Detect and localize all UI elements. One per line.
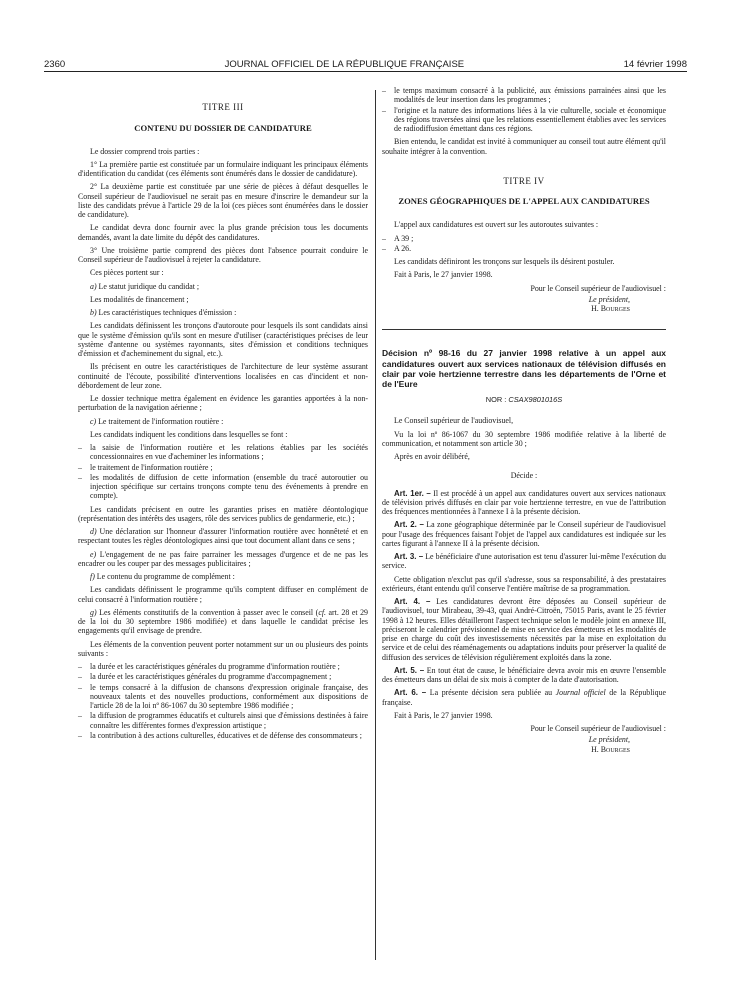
paragraph: Les candidats définissent le programme qu'ils comptent diffuser en complément de celui consacré à l'information routière ;: [78, 585, 368, 604]
list-item: – la durée et les caractéristiques générales du programme d'accompagnement ;: [78, 672, 368, 681]
item-label: a): [90, 281, 97, 291]
list-item: – la saisie de l'information routière et les relations établies par les sociétés concessionnaires en vue d'acheminer les informations ;: [78, 443, 368, 462]
list-item: – la diffusion de programmes éducatifs et culturels ainsi que d'émissions destinées à faire connaître les différentes formes d'expression artistique ;: [78, 711, 368, 730]
nor-label: NOR :: [485, 394, 509, 404]
item-b: [78, 308, 368, 317]
list-convention: [78, 662, 368, 740]
article-5: [382, 666, 666, 685]
paragraph: Les éléments de la convention peuvent porter notamment sur un ou plusieurs des points suivants :: [78, 639, 368, 658]
signature-for: Pour le Conseil supérieur de l'audiovisuel :: [530, 283, 666, 293]
paragraph: Les candidats précisent en outre les garanties prises en matière déontologique (représentation des intérêts des usagers, rôle des services publics de gendarmerie, etc.) ;: [78, 504, 368, 523]
article-text: Le bénéficiaire d'une autorisation est tenu d'assurer lui-même l'exécution du service.: [382, 552, 666, 571]
article-label: Art. 1er. –: [394, 488, 431, 498]
paragraph: Ces pièces portent sur :: [90, 268, 164, 278]
item-text: Le contenu du programme de complément :: [94, 572, 235, 582]
paragraph: Les candidats indiquent les conditions dans lesquelles se font :: [90, 429, 288, 439]
article-2: [382, 520, 666, 548]
article-label: Art. 3. –: [394, 552, 424, 562]
list-item: – le temps maximum consacré à la publicité, aux émissions parrainées ainsi que les modalités de leur insertion dans les programmes ;: [382, 86, 666, 105]
signature-name: [382, 304, 666, 313]
list-convention-continued: [382, 86, 666, 133]
paragraph: Fait à Paris, le 27 janvier 1998.: [394, 270, 493, 280]
article-text: Il est procédé à un appel aux candidatures ouvert aux services nationaux de télévision privés diffusés en clair par voie hertzienne terrestre, en vue de l'attribution des fréquences mentionnées à l'annexe I à la présente décision.: [382, 488, 666, 517]
article-text: de la République française.: [382, 688, 666, 707]
paragraph: 1° La première partie est constituée par un formulaire indiquant les principaux éléments d'identification du candidat (ces éléments sont énumérés dans le dossier de candidature).: [78, 159, 368, 179]
cf-abbrev: cf.: [318, 607, 326, 617]
list-routiere: [78, 443, 368, 501]
article-label: Art. 4. –: [394, 597, 431, 607]
article-text: Les candidatures devront être déposées au Conseil supérieur de l'audiovisuel, tour Mirabeau, 39-43, quai André-Citroën, 75015 Paris, avant le 25 février 1998 à 12 heures. Elles détailleront l'aspect technique selon le modèle joint en annexe III, préciseront le calendrier prévisionnel de mise en service des émetteurs et les modalités de prise en charge du coût des investissements nécessités par la mise en exploitation du service et de celui des réaménagements ou adaptations induits pour préserver la qualité de diffusion des services de télévision régulièrement exploités dans la zone.: [382, 597, 666, 662]
article-1: [382, 489, 666, 517]
article-text: En tout état de cause, le bénéficiaire devra avoir mis en œuvre l'ensemble des émetteurs dans un délai de six mois à compter de la date d'autorisation.: [382, 665, 666, 685]
list-item: – les modalités de diffusion de cette information (ensemble du tracé autoroutier ou injection spécifique sur certains tronçons compte tenu des événements à prendre en compte).: [78, 473, 368, 501]
list-item: – la durée et les caractéristiques générales du programme d'information routière ;: [78, 662, 368, 671]
nor-reference: [382, 396, 666, 405]
list-roads: [382, 234, 666, 254]
item-f: [78, 572, 368, 581]
paragraph: Le candidat devra donc fournir avec la plus grande précision tous les documents demandés, avant la date limite du dépôt des candidatures.: [78, 223, 368, 242]
journal-title: JOURNAL OFFICIEL DE LA RÉPUBLIQUE FRANÇAISE: [224, 59, 465, 70]
signature-initial: H. B: [591, 744, 606, 754]
signature-role: Le président,: [588, 735, 630, 745]
item-text: Le statut juridique du candidat ;: [96, 281, 200, 291]
list-item: – le traitement de l'information routière ;: [78, 463, 368, 472]
item-text: Les éléments constitutifs de la convention à passer avec le conseil (: [96, 607, 319, 617]
article-4: [382, 597, 666, 662]
nor-code: CSAX9801016S: [508, 394, 563, 404]
section-subtitle: ZONES GÉOGRAPHIQUES DE L'APPEL AUX CANDIDATURES: [398, 196, 650, 207]
paragraph: Bien entendu, le candidat est invité à communiquer au conseil tout autre élément qu'il souhaite intégrer à la convention.: [382, 137, 666, 156]
item-label: g): [90, 607, 97, 617]
item-label: b): [90, 308, 97, 318]
item-label: c): [90, 416, 97, 426]
right-column: [382, 86, 666, 754]
article-text: La zone géographique déterminée par le Conseil supérieur de l'audiovisuel pour l'usage des fréquences faisant l'objet de l'appel aux candidatures est indiquée sur les cartes figurant à l'annexe II à la présente décision.: [382, 520, 666, 548]
item-text: art. 28 et 29 de la loi du 30 septembre 1986 modifiée) et dans laquelle le candidat précise les engagements qu'il envisage de prendre.: [78, 607, 368, 636]
decision-title: Décision nº 98-16 du 27 janvier 1998 relative à un appel aux candidatures ouvert aux services nationaux de télévision diffusés en clair par voie hertzienne terrestre dans les départements de l'Orne et de l'Eure: [382, 348, 666, 390]
item-text: L'engagement de ne pas faire parrainer les messages d'urgence et de ne pas les encadrer ou les couper par des messages publicitaires ;: [78, 549, 368, 568]
paragraph: Le dossier comprend trois parties :: [90, 146, 200, 156]
paragraph: Après en avoir délibéré,: [394, 452, 470, 462]
paragraph: Le dossier technique mettra également en évidence les garanties apportées à la non-perturbation de la navigation aérienne ;: [78, 394, 368, 413]
signature-surname: ourges: [605, 304, 630, 314]
item-c: [78, 417, 368, 426]
article-label: Art. 6. –: [394, 688, 427, 698]
article-text: La présente décision sera publiée au: [426, 688, 556, 698]
item-a: [78, 282, 368, 291]
item-text: Les caractéristiques techniques d'émission :: [96, 308, 237, 318]
paragraph: Fait à Paris, le 27 janvier 1998.: [394, 710, 493, 720]
signature-role: Le président,: [588, 294, 630, 304]
paragraph: 3° Une troisième partie comprend des pièces dont l'absence pourrait conduire le Conseil supérieur de l'audiovisuel à rejeter la candidature.: [78, 245, 368, 265]
section-subtitle: CONTENU DU DOSSIER DE CANDIDATURE: [134, 122, 312, 133]
article-label: Art. 5. –: [394, 665, 425, 675]
item-label: d): [90, 527, 97, 537]
issue-date: 14 février 1998: [623, 59, 687, 70]
paragraph: Les candidats définiront les tronçons sur lesquels ils désirent postuler.: [394, 257, 615, 267]
column-divider: [375, 90, 376, 960]
signature-for: Pour le Conseil supérieur de l'audiovisuel :: [530, 724, 666, 734]
paragraph: Les candidats définissent les tronçons d'autoroute pour lesquels ils sont candidats ainsi que le système d'émission qu'ils sont en mesure d'utiliser (caractéristiques précises de leur système d'antenne ou systèmes rayonnants, sites d'émission et conditions techniques d'émission et d'acheminement du signal, etc.).: [78, 321, 368, 359]
list-item: – l'origine et la nature des informations liées à la vie culturelle, sociale et économique des régions traversées ainsi que les relations essentiellement établies avec les services de radiodiffusion émettant dans ces régions.: [382, 106, 666, 134]
item-text: Le traitement de l'information routière :: [96, 416, 224, 426]
decision-rule: [382, 329, 666, 330]
list-item: – A 39 ;: [382, 234, 666, 243]
decide-heading: Décide :: [510, 471, 538, 481]
paragraph: Ils précisent en outre les caractéristiques de l'architecture de leur système assurant continuité de l'écoute, possibilité d'interventions localisées en cas d'incident et non-débordement de leur zone.: [78, 362, 368, 390]
item-d: [78, 527, 368, 546]
page-number: 2360: [44, 59, 66, 70]
paragraph: Vu la loi nº 86-1067 du 30 septembre 1986 modifiée relative à la liberté de communication, et notamment son article 30 ;: [382, 429, 666, 448]
left-column: [78, 86, 368, 744]
signature-initial: H. B: [591, 304, 606, 314]
signature-name: [382, 745, 666, 754]
list-item: – la contribution à des actions culturelles, éducatives et de défense des consommateurs ;: [78, 731, 368, 740]
titre-iii-heading: TITRE III: [202, 102, 244, 112]
item-g: [78, 608, 368, 636]
article-6: [382, 688, 666, 707]
paragraph: L'appel aux candidatures est ouvert sur les autoroutes suivantes :: [394, 220, 599, 230]
item-e: [78, 550, 368, 569]
paragraph: Les modalités de financement ;: [90, 294, 189, 304]
article-label: Art. 2. –: [394, 520, 424, 530]
paragraph: 2° La deuxième partie est constituée par une série de pièces à défaut desquelles le Conseil supérieur de l'audiovisuel ne serait pas en mesure d'inscrire le demandeur sur la liste des candidats prévue à l'article 29 de la loi (ces pièces sont énumérées dans le dossier de candidature).: [78, 182, 368, 220]
header-rule: [44, 71, 687, 72]
titre-iv-heading: TITRE IV: [503, 175, 545, 186]
item-text: Une déclaration sur l'honneur d'assurer l'information routière avec honnêteté et en respectant toutes les règles déontologiques ainsi que tout document allant dans ce sens ;: [78, 527, 368, 546]
article-3: [382, 552, 666, 571]
signature-surname: ourges: [605, 744, 630, 754]
list-item: – le temps consacré à la diffusion de chansons d'expression originale française, des nouveaux talents et des nouvelles productions, conformément aux dispositions de l'article 28 de la loi nº 86-1067 du 30 septembre 1986 modifiée ;: [78, 683, 368, 711]
item-label: e): [90, 549, 97, 559]
journal-officiel-ref: Journal officiel: [555, 688, 606, 698]
paragraph: Cette obligation n'exclut pas qu'il s'adresse, sous sa responsabilité, à des prestataires extérieurs, étant entendu qu'il conserve l'entière maîtrise de sa programmation.: [382, 574, 666, 593]
page-header: [44, 56, 687, 70]
list-item: – A 26.: [382, 244, 666, 253]
paragraph: Le Conseil supérieur de l'audiovisuel,: [394, 416, 514, 426]
item-label: f): [90, 572, 95, 582]
